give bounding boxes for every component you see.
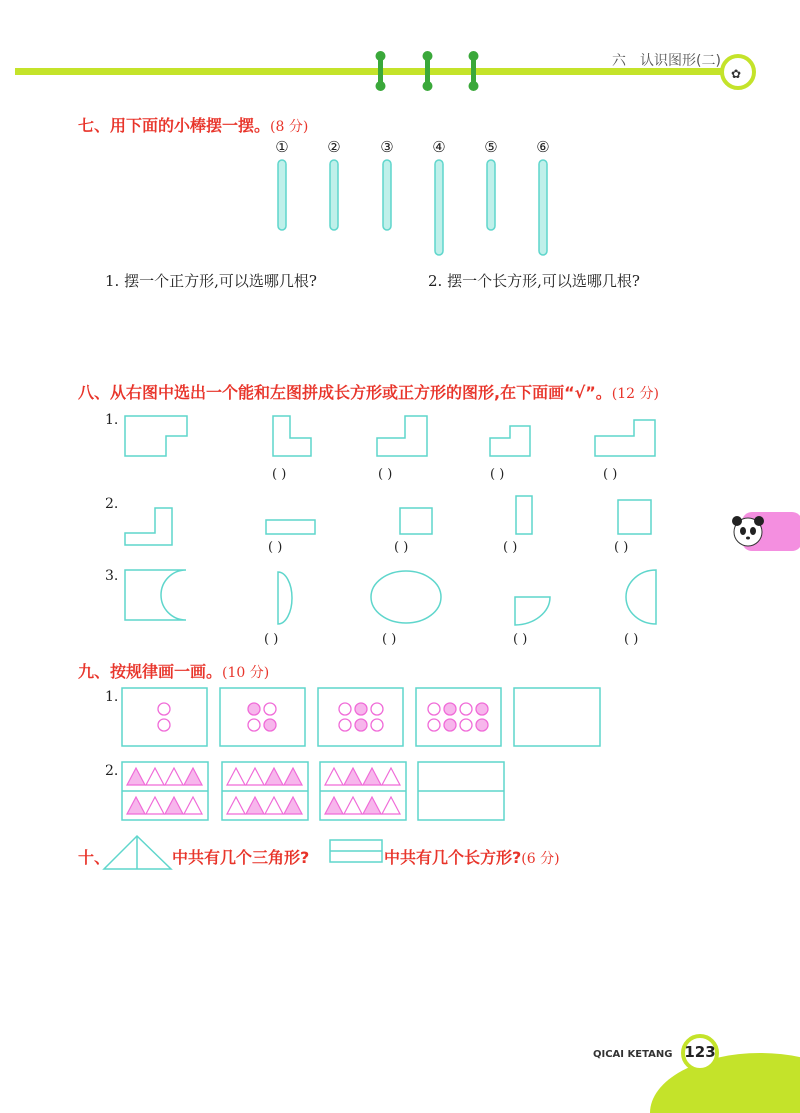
- sticks: [278, 160, 547, 255]
- footer-brand: QICAI KETANG: [593, 1049, 673, 1060]
- sec8-row1-label: 1.: [105, 412, 119, 428]
- stick-6: [539, 160, 547, 255]
- answer-paren[interactable]: ( ): [614, 540, 629, 555]
- header-logo-icon: [722, 56, 754, 88]
- r2-left-shape: [125, 508, 172, 545]
- sec9-row1-label: 1.: [105, 689, 119, 705]
- pattern-box-4: [416, 688, 501, 746]
- sec7-title: 七、用下面的小棒摆一摆。(8 分): [78, 116, 309, 135]
- answer-paren[interactable]: ( ): [272, 467, 287, 482]
- r2-opt-2: [400, 508, 432, 534]
- sec8-row3-label: 3.: [105, 568, 119, 584]
- svg-text:✿: ✿: [731, 67, 742, 81]
- chapter-title: 认识图形(二): [640, 53, 721, 69]
- r3-left-shape: [125, 570, 186, 620]
- answer-paren[interactable]: ( ): [378, 467, 393, 482]
- answer-paren[interactable]: ( ): [603, 467, 618, 482]
- r1-opt-2: [377, 416, 427, 456]
- sec10-text-1: 中共有几个三角形?: [172, 848, 310, 867]
- r2-opt-1: [266, 520, 315, 534]
- sec7-question-1: 1. 摆一个正方形,可以选哪几根?: [105, 272, 317, 290]
- sec9-row2-label: 2.: [105, 763, 119, 779]
- stick-label-4: ④: [432, 138, 446, 156]
- sec9-title: 九、按规律画一画。(10 分): [78, 662, 270, 681]
- answer-paren[interactable]: ( ): [624, 632, 639, 647]
- chapter-number: 六: [612, 53, 626, 69]
- r3-opt-4: [626, 570, 656, 624]
- sec10-text-2: 中共有几个长方形?(6 分): [384, 848, 560, 867]
- pattern-box-3: [318, 688, 403, 746]
- pattern-box-1: [122, 688, 207, 746]
- stick-5: [487, 160, 495, 230]
- r2-opt-4: [618, 500, 651, 534]
- footer-blob: [650, 1053, 800, 1113]
- stick-4: [435, 160, 443, 255]
- rectangle-figure: [330, 840, 382, 862]
- sec8-row2-label: 2.: [105, 496, 119, 512]
- stick-label-2: ②: [327, 138, 341, 156]
- answer-paren[interactable]: ( ): [394, 540, 409, 555]
- page-number: 123: [684, 1043, 716, 1061]
- r3-opt-3: [515, 597, 550, 625]
- r1-opt-3: [490, 426, 530, 456]
- answer-paren[interactable]: ( ): [513, 632, 528, 647]
- stick-label-6: ⑥: [536, 138, 550, 156]
- answer-paren[interactable]: ( ): [503, 540, 518, 555]
- stick-1: [278, 160, 286, 230]
- pattern-box-2: [220, 688, 305, 746]
- panda-tab: [732, 512, 800, 551]
- answer-paren[interactable]: ( ): [490, 467, 505, 482]
- stick-2: [330, 160, 338, 230]
- r3-opt-2: [371, 571, 441, 623]
- r3-opt-1: [278, 572, 292, 624]
- stick-label-5: ⑤: [484, 138, 498, 156]
- answer-paren[interactable]: ( ): [382, 632, 397, 647]
- r1-opt-1: [273, 416, 311, 456]
- pattern-box-5: [514, 688, 600, 746]
- r1-opt-4: [595, 420, 655, 456]
- sec10-prefix: 十、: [78, 848, 111, 867]
- sec8-title: 八、从右图中选出一个能和左图拼成长方形或正方形的图形,在下面画“√”。(12 分): [78, 383, 659, 402]
- r2-opt-3: [516, 496, 532, 534]
- r1-left-shape: [125, 416, 187, 456]
- stick-label-1: ①: [275, 138, 289, 156]
- triangle-figure: [104, 836, 171, 869]
- stick-label-3: ③: [380, 138, 394, 156]
- answer-paren[interactable]: ( ): [268, 540, 283, 555]
- sec7-question-2: 2. 摆一个长方形,可以选哪几根?: [428, 272, 640, 290]
- answer-paren[interactable]: ( ): [264, 632, 279, 647]
- stick-3: [383, 160, 391, 230]
